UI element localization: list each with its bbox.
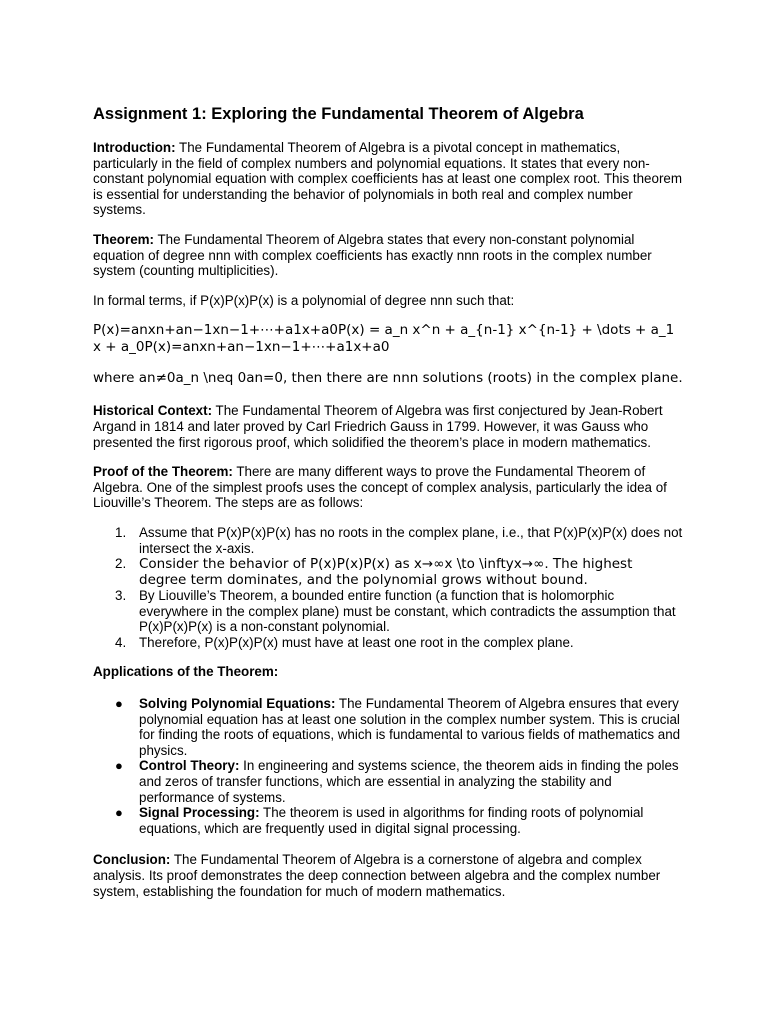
page-title: Assignment 1: Exploring the Fundamental Theorem of Algebra <box>93 105 584 123</box>
intro-paragraph <box>93 140 683 218</box>
bullet-icon: ● <box>115 805 123 821</box>
list-number: 2. <box>115 556 127 572</box>
list-number: 1. <box>115 524 127 540</box>
list-item-text: By Liouville’s Theorem, a bounded entire function (a function that is holomorphic everywhere in the complex plane) must be constant, which contradicts the assumption that P(x)P(x)P(x) is a non-constant polynomial. <box>139 588 676 635</box>
list-item <box>93 588 683 635</box>
conclusion-label: Conclusion: <box>93 852 171 868</box>
intro-label: Introduction: <box>93 140 176 155</box>
list-item-text: Consider the behavior of P(x)P(x)P(x) as x→∞x \to \inftyx→∞. The highest degree term dominates, and the polynomial grows without bound. <box>139 556 633 589</box>
list-item <box>93 556 683 588</box>
theorem-label: Theorem: <box>93 231 155 247</box>
list-item-label: Solving Polynomial Equations: <box>139 696 336 712</box>
where-paragraph: where an≠0a_n \neq 0an=0, then there are nnn solutions (roots) in the complex plane. <box>93 370 683 387</box>
list-item-text: The theorem is used in algorithms for finding roots of polynomial equations, which are frequently used in digital signal processing. <box>139 805 644 836</box>
theorem-paragraph <box>93 232 683 279</box>
history-text: The Fundamental Theorem of Algebra was first conjectured by Jean-Robert Argand in 1814 and later proved by Carl Friedrich Gauss in 1799. However, it was Gauss who presented the first rigorous proof, which solidified the theorem’s place in modern mathematics. <box>93 403 663 450</box>
history-label: Historical Context: <box>93 403 213 419</box>
applications-heading: Applications of the Theorem: <box>93 664 279 680</box>
proof-steps-list <box>93 525 683 651</box>
polynomial-equation: P(x)=anxn+an−1xn−1+⋯+a1x+a0P(x) = a_n x^n + a_{n-1} x^{n-1} + \dots + a_1 x + a_0P(x)=anxn+an−1xn−1+⋯+a1x+a0 <box>93 322 675 356</box>
history-paragraph <box>93 403 683 450</box>
list-item-label: Control Theory: <box>139 758 240 774</box>
list-item-label: Signal Processing: <box>139 805 260 821</box>
proof-label: Proof of the Theorem: <box>93 464 233 480</box>
proof-text: There are many different ways to prove the Fundamental Theorem of Algebra. One of the simplest proofs uses the concept of complex analysis, particularly the idea of Liouville’s Theorem. The steps are as follows: <box>93 464 667 511</box>
list-number: 4. <box>115 634 127 650</box>
theorem-text: The Fundamental Theorem of Algebra states that every non-constant polynomial equation of degree nnn with complex coefficients has exactly nnn roots in the complex number system (counting multiplicities). <box>93 231 652 279</box>
list-item <box>93 635 683 651</box>
list-item <box>93 805 683 836</box>
list-item <box>93 758 683 805</box>
list-item <box>93 696 683 758</box>
conclusion-text: The Fundamental Theorem of Algebra is a cornerstone of algebra and complex analysis. Its proof demonstrates the deep connection between algebra and the complex number system, establishing the foundation for much of modern mathematics. <box>93 852 661 899</box>
list-item-text: The Fundamental Theorem of Algebra ensures that every polynomial equation has at least one solution in the complex number system. This is crucial for finding the roots of equations, which is fundamental to various fields of mathematics and physics. <box>139 696 681 758</box>
list-item-text: Assume that P(x)P(x)P(x) has no roots in the complex plane, i.e., that P(x)P(x)P(x) does not intersect the x-axis. <box>139 524 683 556</box>
intro-text: The Fundamental Theorem of Algebra is a pivotal concept in mathematics, particularly in the field of complex numbers and polynomial equations. It states that every non-constant polynomial equation with complex coefficients has at least one complex root. This theorem is essential for understanding the behavior of polynomials in both real and complex number systems. <box>93 140 683 218</box>
applications-list <box>93 696 683 836</box>
formal-paragraph: In formal terms, if P(x)P(x)P(x) is a polynomial of degree nnn such that: <box>93 292 515 308</box>
list-item <box>93 525 683 556</box>
proof-paragraph <box>93 464 683 511</box>
list-item-text: In engineering and systems science, the theorem aids in finding the poles and zeros of transfer functions, which are essential in analyzing the stability and performance of systems. <box>139 758 679 805</box>
conclusion-paragraph <box>93 852 683 899</box>
bullet-icon: ● <box>115 696 123 712</box>
document-body <box>93 104 683 899</box>
list-number: 3. <box>115 588 127 604</box>
bullet-icon: ● <box>115 758 123 774</box>
list-item-text: Therefore, P(x)P(x)P(x) must have at least one root in the complex plane. <box>139 634 574 650</box>
